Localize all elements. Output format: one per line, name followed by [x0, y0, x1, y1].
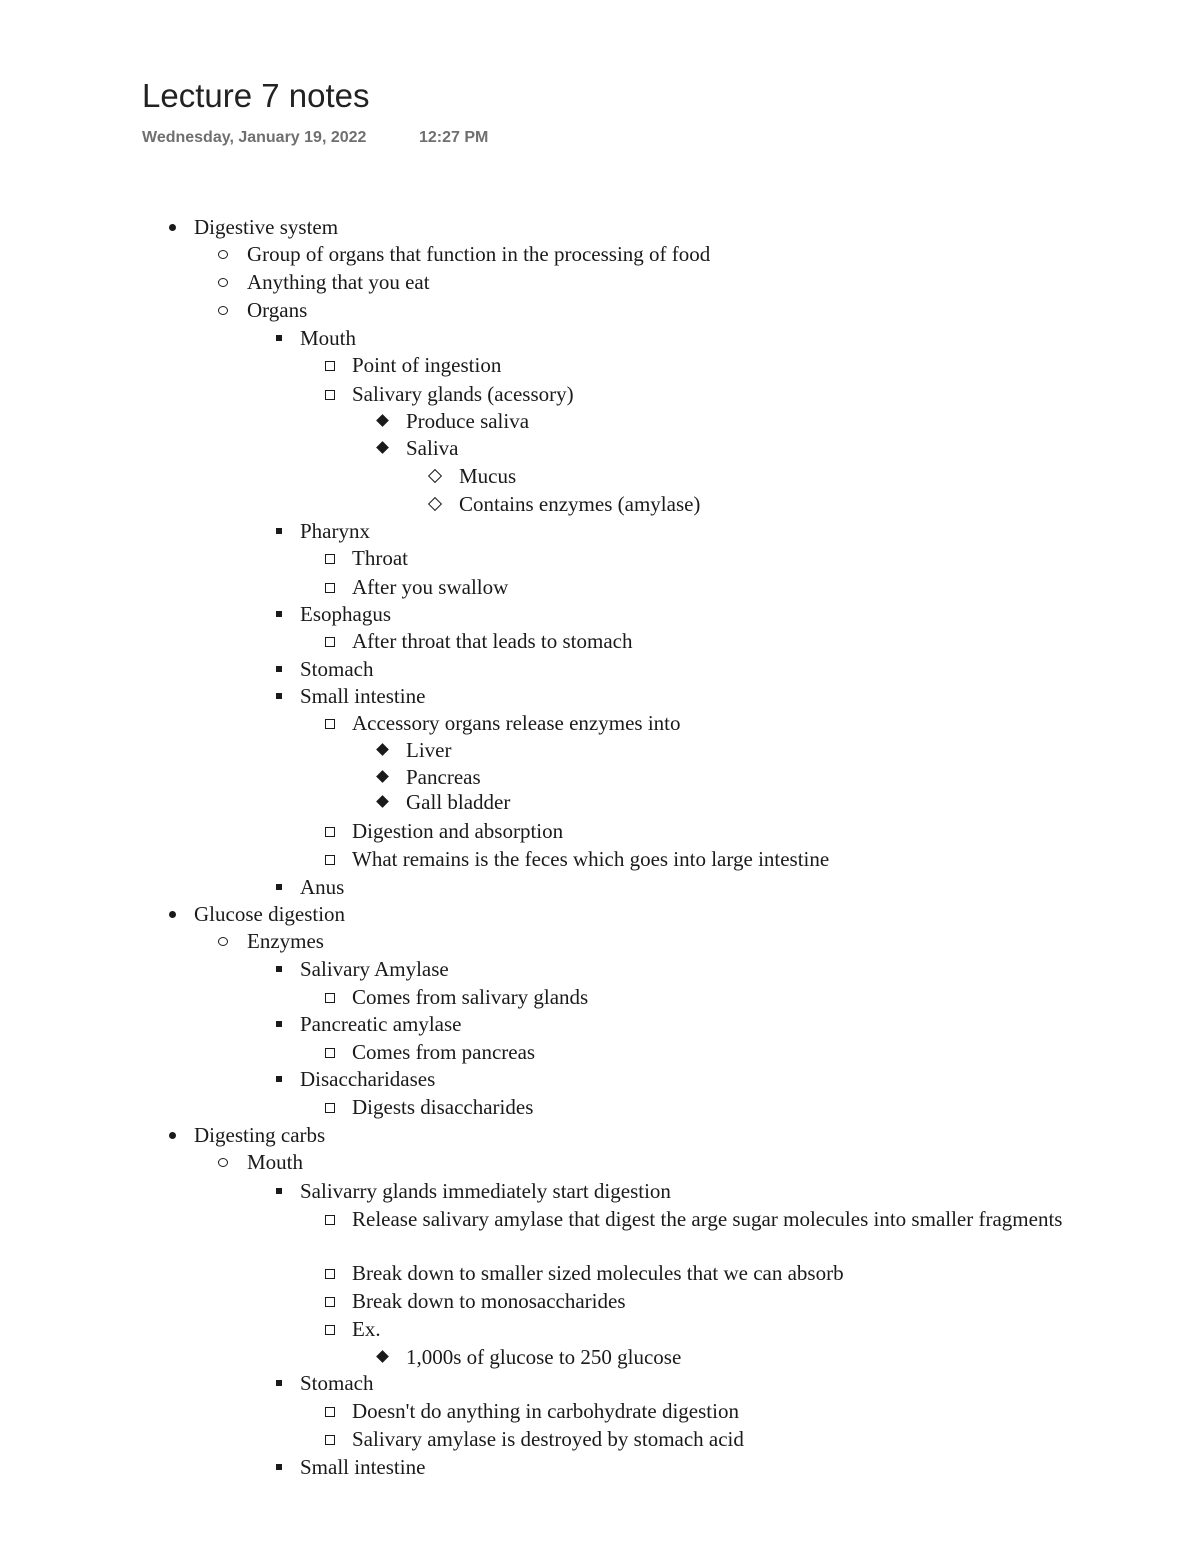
hollow-diamond-bullet-icon: [428, 469, 442, 483]
filled-square-bullet-icon: [276, 966, 282, 972]
outline-item-level-3: Small intestine: [300, 684, 426, 708]
hollow-square-bullet-icon: [325, 637, 335, 647]
outline-item-level-4: After throat that leads to stomach: [352, 629, 633, 653]
hollow-square-bullet-icon: [325, 1435, 335, 1445]
outline-item-level-3: Pancreatic amylase: [300, 1012, 462, 1036]
outline-item-level-5: Produce saliva: [406, 409, 530, 433]
filled-square-bullet-icon: [276, 1380, 282, 1386]
filled-diamond-bullet-icon: [376, 770, 389, 783]
filled-diamond-bullet-icon: [376, 1350, 389, 1363]
outline-item-level-4: Throat: [352, 546, 408, 570]
hollow-square-bullet-icon: [325, 1215, 335, 1225]
outline-item-level-3: Disaccharidases: [300, 1067, 436, 1091]
filled-diamond-bullet-icon: [376, 414, 389, 427]
hollow-square-bullet-icon: [325, 719, 335, 729]
filled-square-bullet-icon: [276, 1076, 282, 1082]
filled-square-bullet-icon: [276, 1464, 282, 1470]
outline-item-level-3: Anus: [300, 875, 345, 899]
outline-item-level-4: Ex.: [352, 1317, 381, 1341]
outline-item-level-2: Group of organs that function in the processing of food: [247, 242, 711, 266]
hollow-square-bullet-icon: [325, 390, 335, 400]
hollow-circle-bullet-icon: [218, 306, 228, 315]
outline-item-level-6: Mucus: [459, 464, 517, 488]
filled-circle-bullet-icon: [169, 224, 176, 231]
hollow-square-bullet-icon: [325, 993, 335, 1003]
hollow-square-bullet-icon: [325, 583, 335, 593]
outline-item-level-2: Enzymes: [247, 929, 324, 953]
hollow-square-bullet-icon: [325, 1407, 335, 1417]
filled-diamond-bullet-icon: [376, 743, 389, 756]
hollow-square-bullet-icon: [325, 1103, 335, 1113]
hollow-square-bullet-icon: [325, 361, 335, 371]
outline-item-level-4: Comes from pancreas: [352, 1040, 536, 1064]
hollow-circle-bullet-icon: [218, 937, 228, 946]
filled-square-bullet-icon: [276, 611, 282, 617]
outline-item-level-1: Glucose digestion: [194, 902, 346, 926]
hollow-circle-bullet-icon: [218, 278, 228, 287]
outline-item-level-2: Mouth: [247, 1150, 304, 1174]
outline-item-level-4: Break down to monosaccharides: [352, 1289, 626, 1313]
outline-item-level-5: Liver: [406, 738, 452, 762]
outline-item-level-5: Pancreas: [406, 765, 481, 789]
filled-circle-bullet-icon: [169, 1132, 176, 1139]
outline-item-level-4: Salivary glands (acessory): [352, 382, 574, 406]
outline-item-level-4: Accessory organs release enzymes into: [352, 711, 681, 735]
page-date: Wednesday, January 19, 2022: [142, 129, 367, 146]
outline-item-level-1: Digestive system: [194, 215, 339, 239]
hollow-square-bullet-icon: [325, 1297, 335, 1307]
filled-square-bullet-icon: [276, 335, 282, 341]
hollow-square-bullet-icon: [325, 1048, 335, 1058]
hollow-square-bullet-icon: [325, 554, 335, 564]
outline-item-level-3: Mouth: [300, 326, 357, 350]
outline-item-level-1: Digesting carbs: [194, 1123, 326, 1147]
outline-item-level-4: Comes from salivary glands: [352, 985, 589, 1009]
outline-item-level-3: Stomach: [300, 657, 374, 681]
page-title: Lecture 7 notes: [142, 77, 370, 114]
outline-item-level-3: Pharynx: [300, 519, 370, 543]
outline-item-level-4: Digestion and absorption: [352, 819, 564, 843]
filled-square-bullet-icon: [276, 666, 282, 672]
outline-item-level-5: Gall bladder: [406, 790, 511, 814]
hollow-diamond-bullet-icon: [428, 497, 442, 511]
outline-item-level-4: Salivary amylase is destroyed by stomach acid: [352, 1427, 744, 1451]
page-time: 12:27 PM: [419, 129, 489, 146]
hollow-square-bullet-icon: [325, 1269, 335, 1279]
filled-circle-bullet-icon: [169, 911, 176, 918]
outline-item-level-3: Esophagus: [300, 602, 391, 626]
filled-square-bullet-icon: [276, 528, 282, 534]
outline-item-level-4: Doesn't do anything in carbohydrate digestion: [352, 1399, 739, 1423]
filled-diamond-bullet-icon: [376, 795, 389, 808]
outline-item-level-2: Anything that you eat: [247, 270, 430, 294]
outline-item-level-6: Contains enzymes (amylase): [459, 492, 701, 516]
outline-item-level-4: Point of ingestion: [352, 353, 502, 377]
hollow-square-bullet-icon: [325, 1325, 335, 1335]
outline-item-level-3: Salivary Amylase: [300, 957, 449, 981]
filled-square-bullet-icon: [276, 693, 282, 699]
hollow-square-bullet-icon: [325, 855, 335, 865]
outline-item-level-3: Small intestine: [300, 1455, 426, 1479]
filled-square-bullet-icon: [276, 1188, 282, 1194]
filled-square-bullet-icon: [276, 1021, 282, 1027]
filled-square-bullet-icon: [276, 884, 282, 890]
outline-item-level-4: What remains is the feces which goes into large intestine: [352, 847, 830, 871]
outline-item-level-4: After you swallow: [352, 575, 509, 599]
outline-item-level-4: Release salivary amylase that digest the arge sugar molecules into smaller fragments: [352, 1207, 1063, 1231]
hollow-circle-bullet-icon: [218, 250, 228, 259]
outline-item-level-2: Organs: [247, 298, 308, 322]
outline-item-level-3: Salivarry glands immediately start digestion: [300, 1179, 671, 1203]
filled-diamond-bullet-icon: [376, 441, 389, 454]
outline-item-level-4: Break down to smaller sized molecules that we can absorb: [352, 1261, 844, 1285]
outline-item-level-5: Saliva: [406, 436, 459, 460]
outline-item-level-5: 1,000s of glucose to 250 glucose: [406, 1345, 682, 1369]
hollow-circle-bullet-icon: [218, 1158, 228, 1167]
outline-item-level-4: Digests disaccharides: [352, 1095, 534, 1119]
outline-item-level-3: Stomach: [300, 1371, 374, 1395]
hollow-square-bullet-icon: [325, 827, 335, 837]
